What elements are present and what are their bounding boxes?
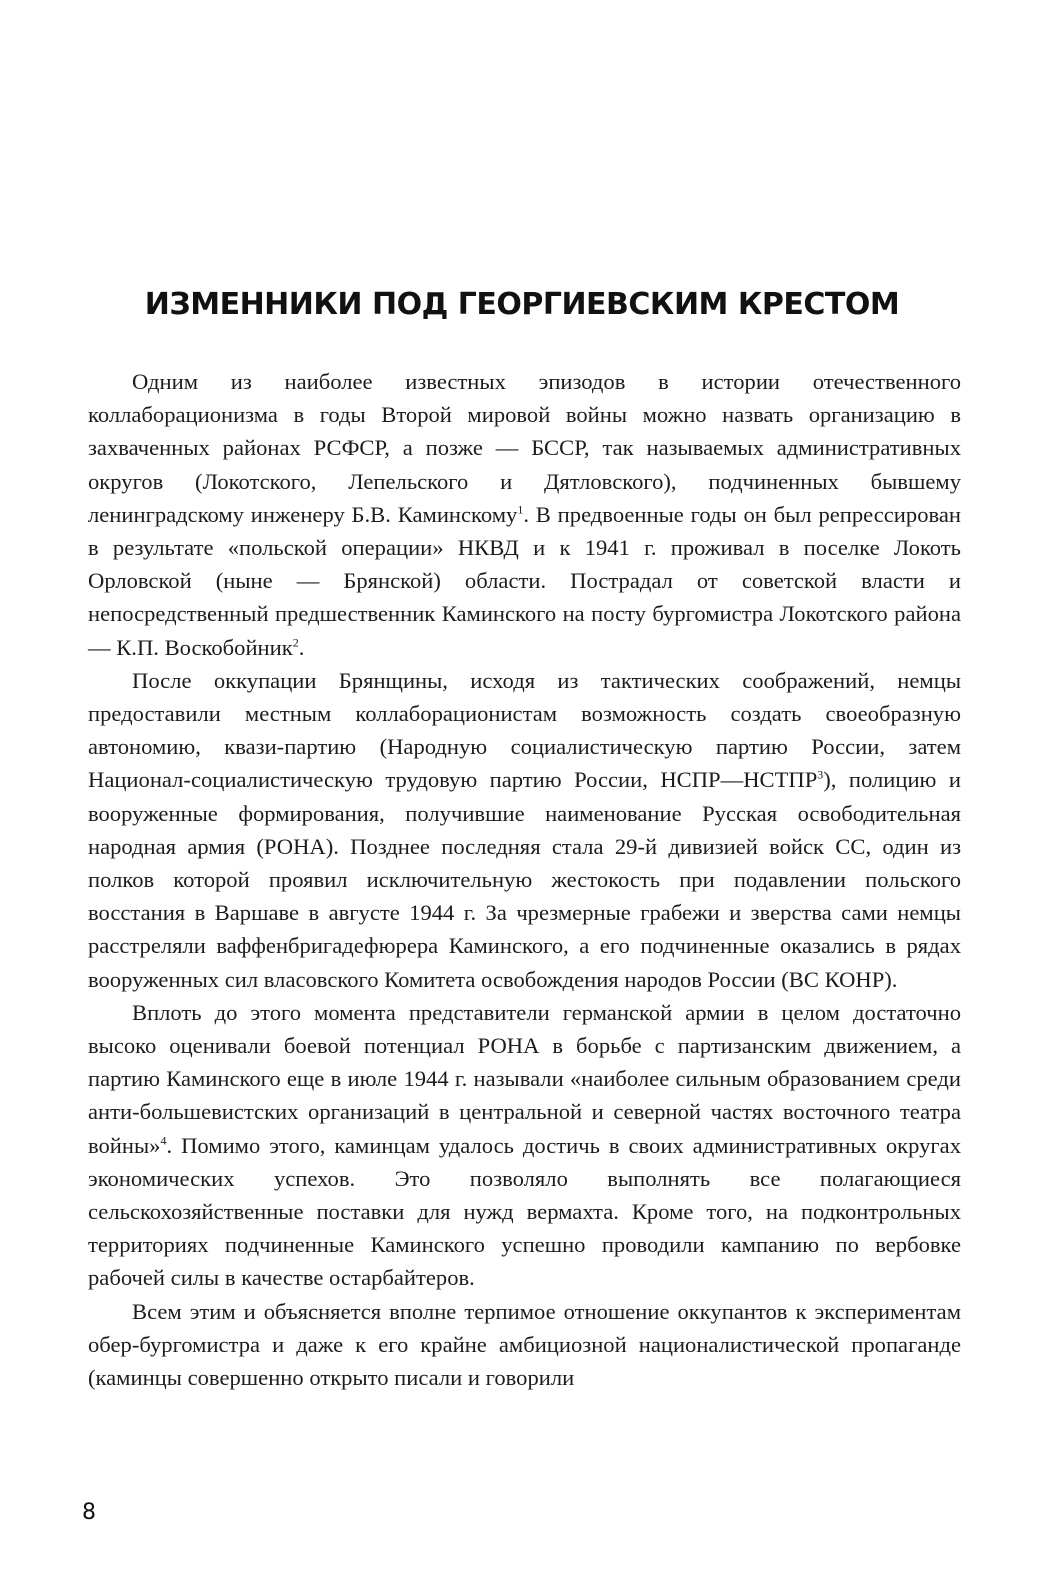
paragraph	[88, 664, 961, 996]
footnote-marker: 4	[160, 1133, 167, 1148]
text-run: После оккупации Брянщины, исходя из тактических соображений, немцы предоставили местным коллаборационистам возможность создать своеобразную автономию, квази-партию (Народную социалистическую партию России, затем Национал-социалистическую трудовую партию России, НСПР—НСТПР	[88, 667, 961, 793]
text-run: . Помимо этого, каминцам удалось достичь в своих административных округах экономических успехов. Это позволяло выполнять все полагающиеся сельскохозяйственные поставки для нужд вермахта. Кроме того, на подконтрольных территориях подчиненные Каминского успешно проводили кампанию по вербовке рабочей силы в качестве остарбайтеров.	[88, 1132, 961, 1291]
page-number: 8	[82, 1500, 96, 1525]
footnote-marker: 2	[292, 635, 299, 650]
text-run: Вплоть до этого момента представители германской армии в целом достаточно высоко оценивали боевой потенциал РОНА в борьбе с партизанским движением, а партию Каминского еще в июле 1944 г. называли «наиболее сильным образованием среди анти-большевистских организаций в центральной и северной частях восточного театра войны»	[88, 999, 961, 1158]
text-run: Одним из наиболее известных эпизодов в истории отечественного коллаборационизма в годы Второй мировой войны можно назвать организацию в захваченных районах РСФСР, а позже — БССР, так называемых административных округов (Локотского, Лепельского и Дятловского), подчиненных бывшему ленинградскому инженеру Б.В. Каминскому	[88, 369, 961, 527]
text-run: .	[298, 634, 305, 660]
text-run: . В предвоенные годы он был репрессирован в результате «польской операции» НКВД и к 1941 г. проживал в поселке Локоть Орловской (ныне — Брянской) области. Пострадал от советской власти и непосредственный предшественник Каминского на посту бургомистра Локотского района — К.П. Воскобойник	[88, 501, 961, 660]
text-run: Всем этим и объясняется вполне терпимое отношение оккупантов к экспериментам обер-бургомистра и даже к его крайне амбициозной националистической пропаганде (каминцы совершенно открыто писали и говорили	[88, 1298, 961, 1391]
footnote-marker: 3	[817, 767, 824, 782]
paragraph	[88, 1295, 961, 1395]
text-run: ), полицию и вооруженные формирования, получившие наименование Русская освободительная народная армия (РОНА). Позднее последняя стала 29-й дивизией войск СС, один из полков которой проявил исключительную жестокость при подавлении польского восстания в Варшаве в августе 1944 г. За чрезмерные грабежи и зверства сами немцы расстреляли ваффенбригадефюрера Каминского, а его подчиненные оказались в рядах вооруженных сил власовского Комитета освобождения народов России (ВС КОНР).	[88, 767, 961, 992]
chapter-title: ИЗМЕННИКИ ПОД ГЕОРГИЕВСКИМ КРЕСТОМ	[144, 287, 900, 322]
body-text	[88, 365, 961, 1394]
footnote-marker: 1	[517, 502, 524, 517]
paragraph	[88, 365, 961, 664]
paragraph	[88, 996, 961, 1295]
